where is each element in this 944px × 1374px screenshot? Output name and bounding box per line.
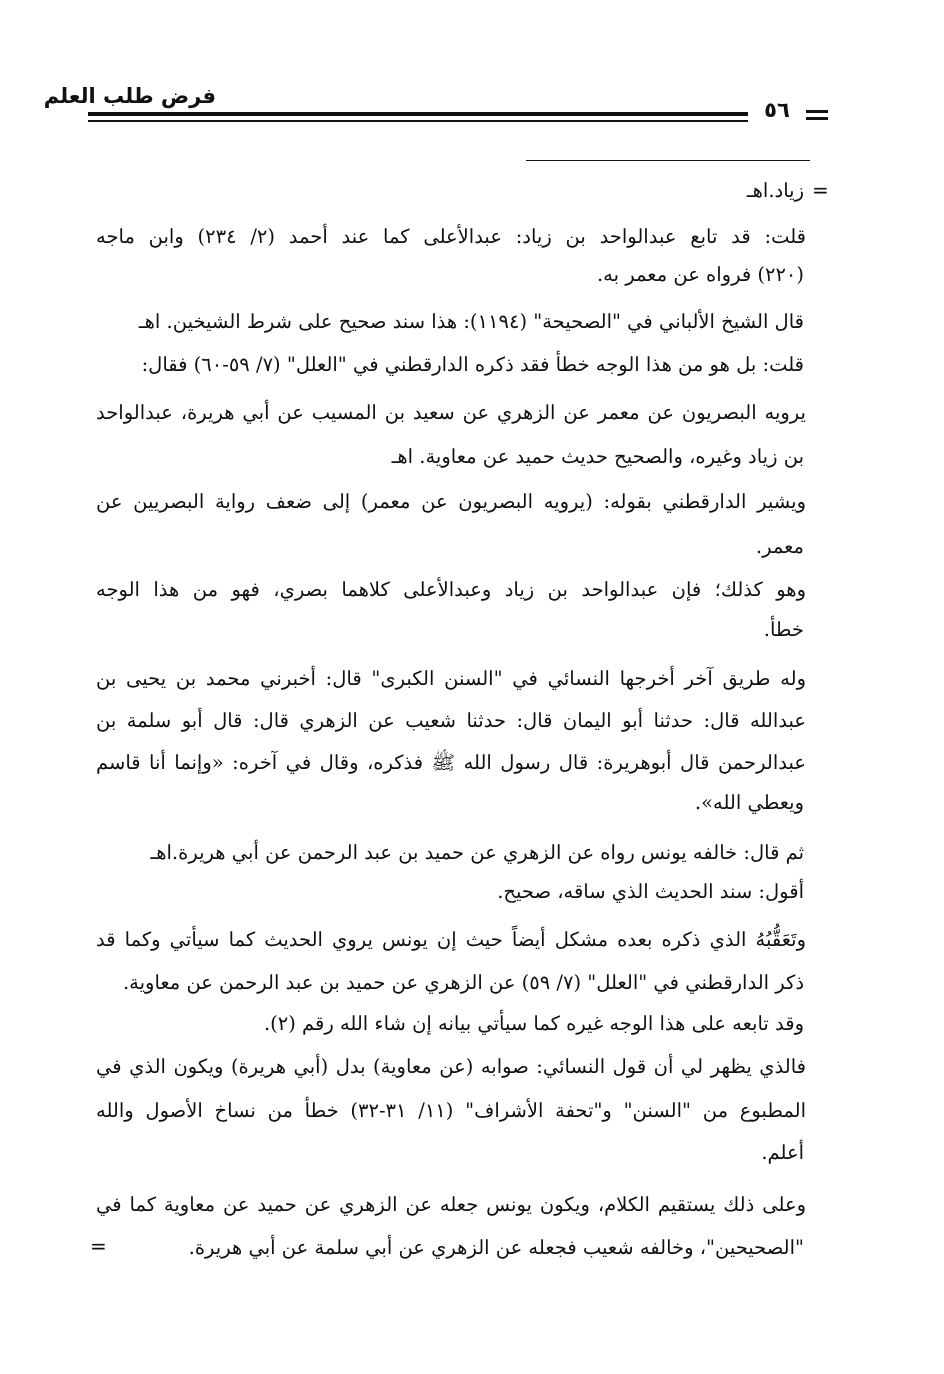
text-line: وتَعَقُّبُهُ الذي ذكره بعده مشكل أيضاً حيث إن يونس يروي الحديث كما سيأتي وكما قد xyxy=(96,928,806,951)
text-line: زياد.اهـ xyxy=(746,179,804,202)
text-line: أقول: سند الحديث الذي ساقه، صحيح. xyxy=(497,880,804,903)
text-line: وقد تابعه على هذا الوجه غيره كما سيأتي بيانه إن شاء الله رقم (٢). xyxy=(263,1012,804,1035)
text-line: فالذي يظهر لي أن قول النسائي: صوابه (عن معاوية) بدل (أبي هريرة) ويكون الذي في xyxy=(96,1055,806,1078)
page-number: ٥٦ xyxy=(764,98,790,122)
text-line: بن زياد وغيره، والصحيح حديث حميد عن معاوية. اهـ xyxy=(391,445,804,468)
text-line: قلت: قد تابع عبدالواحد بن زياد: عبدالأعلى كما عند أحمد (٢/ ٢٣٤) وابن ماجه xyxy=(96,225,806,248)
text-line: المطبوع من "السنن" و"تحفة الأشراف" (١١/ ٣١-٣٢) خطأ من نساخ الأصول والله xyxy=(96,1099,806,1122)
continuation-mark-bottom: = xyxy=(90,1234,107,1258)
text-line: ويعطي الله». xyxy=(694,791,804,814)
text-line: عبدالرحمن قال أبوهريرة: قال رسول الله ﷺ فذكره، وقال في آخره: «وإنما أنا قاسم xyxy=(96,751,806,774)
text-line: خطأ. xyxy=(763,618,804,641)
footnote-separator xyxy=(526,160,810,161)
header-rule xyxy=(88,112,748,116)
header-ornament xyxy=(806,110,828,124)
text-line: معمر. xyxy=(755,535,804,558)
running-header-title: فرض طلب العلم xyxy=(43,84,216,108)
text-line: قال الشيخ الألباني في "الصحيحة" (١١٩٤): هذا سند صحيح على شرط الشيخين. اهـ xyxy=(138,310,804,333)
header-rule-thin xyxy=(88,120,748,122)
text-line: ذكر الدارقطني في "العلل" (٧/ ٥٩) عن الزهري عن حميد بن عبد الرحمن عن معاوية. xyxy=(122,971,804,994)
text-line: عبدالله قال: حدثنا أبو اليمان قال: حدثنا شعيب عن الزهري قال: قال أبو سلمة بن xyxy=(96,709,806,732)
continuation-mark-top: = xyxy=(812,178,829,202)
text-line: "الصحيحين"، وخالفه شعيب فجعله عن الزهري عن أبي سلمة عن أبي هريرة. xyxy=(188,1236,804,1259)
text-line: وهو كذلك؛ فإن عبدالواحد بن زياد وعبدالأعلى كلاهما بصري، فهو من هذا الوجه xyxy=(96,578,806,601)
text-line: وله طريق آخر أخرجها النسائي في "السنن الكبرى" قال: أخبرني محمد بن يحيى بن xyxy=(96,667,806,690)
text-line: ثم قال: خالفه يونس رواه عن الزهري عن حميد بن عبد الرحمن عن أبي هريرة.اهـ xyxy=(150,841,804,864)
text-line: يرويه البصريون عن معمر عن الزهري عن سعيد بن المسيب عن أبي هريرة، عبدالواحد xyxy=(96,401,806,424)
text-line: قلت: بل هو من هذا الوجه خطأ فقد ذكره الدارقطني في "العلل" (٧/ ٥٩-٦٠) فقال: xyxy=(141,353,804,376)
text-line: وعلى ذلك يستقيم الكلام، ويكون يونس جعله عن الزهري عن حميد عن معاوية كما في xyxy=(96,1193,806,1216)
text-line: أعلم. xyxy=(761,1141,804,1164)
text-line: (٢٢٠) فرواه عن معمر به. xyxy=(596,263,804,286)
text-line: ويشير الدارقطني بقوله: (يرويه البصريون عن معمر) إلى ضعف رواية البصريين عن xyxy=(96,490,806,513)
